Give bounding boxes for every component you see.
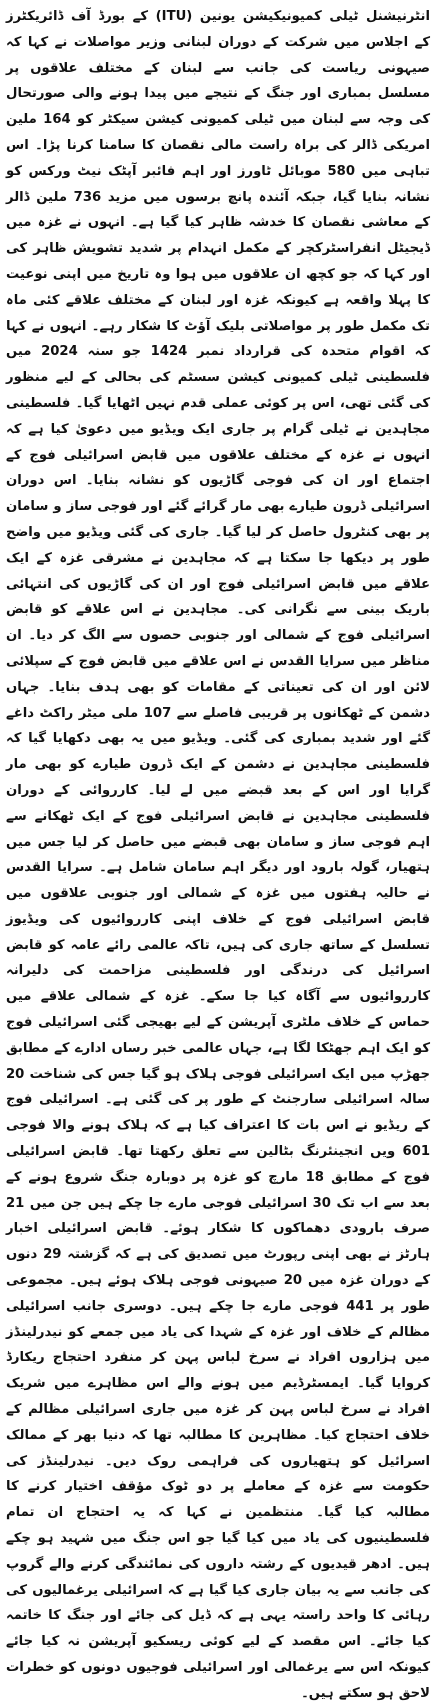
article-paragraph: انٹرنیشنل ٹیلی کمیونیکیشن یونین (ITU) کے بورڈ آف ڈائریکٹرز کے اجلاس میں شرکت کے دوران لبنانی وزیر مواصلات نے کہا کہ صیہونی ریاست کی جانب سے لبنان کے مختلف علاقوں پر مسلسل بمباری اور جنگ کے نتیجے میں پیدا ہونے والی صورتحال کی وجہ سے لبنان میں ٹیلی کمیونی کیشن سیکٹر کو 164 ملین امریکی ڈالر کی براہ راست مالی نقصان کا سامنا کرنا پڑا۔ اس تباہی میں 580 موبائل ٹاورز اور اہم فائبر آپٹک نیٹ ورکس کو نشانہ بنایا گیا، جبکہ آئندہ پانچ برسوں میں مزید 736 ملین ڈالر کے معاشی نقصان کا خدشہ ظاہر کیا گیا ہے۔ انہوں نے غزہ میں ڈیجیٹل انفراسٹرکچر کے مکمل انہدام پر شدید تشویش ظاہر کی اور کہا کہ جو کچھ ان علاقوں میں ہوا وہ تاریخ میں اپنی نوعیت کا پہلا واقعہ ہے کیونکہ غزہ اور لبنان کے مختلف علاقے کئی ماہ تک مکمل طور پر مواصلاتی بلیک آؤٹ کا شکار رہے۔ انہوں نے کہا کہ اقوام متحدہ کی قرارداد نمبر 1424 جو سنہ 2024 میں فلسطینی ٹیلی کمیونی کیشن سسٹم کی بحالی کے لیے منظور کی گئی تھی، اس پر کوئی عملی قدم نہیں اٹھایا گیا۔ فلسطینی مجاہدین نے ٹیلی گرام پر جاری ایک ویڈیو میں دعویٰ کیا ہے کہ انہوں نے غزہ کے مختلف علاقوں میں قابض اسرائیلی فوج کے اجتماع اور ان کی فوجی گاڑیوں کو نشانہ بنایا۔ اس دوران اسرائیلی ڈرون طیارے بھی مار گرائے گئے اور فوجی ساز و سامان پر بھی کنٹرول حاصل کر لیا گیا۔ جاری کی گئی ویڈیو میں واضح طور پر دیکھا جا سکتا ہے کہ مجاہدین نے مشرقی غزہ کے ایک علاقے میں قابض اسرائیلی فوج اور ان کی گاڑیوں کی انتہائی باریک بینی سے نگرانی کی۔ مجاہدین نے اس علاقے کو قابض اسرائیلی فوج کے شمالی اور جنوبی حصوں سے الگ کر دیا۔ ان مناظر میں سرایا القدس نے اس علاقے میں قابض فوج کے سپلائی لائن اور ان کی تعیناتی کے مقامات کو بھی ہدف بنایا۔ جہاں دشمن کے ٹھکانوں پر قریبی فاصلے سے 107 ملی میٹر راکٹ داغے گئے اور شدید بمباری کی گئی۔ ویڈیو میں یہ بھی دکھایا گیا کہ فلسطینی مجاہدین نے دشمن کے ایک ڈرون طیارے کو بھی مار گرایا اور اس کے بعد قبضے میں لے لیا۔ کارروائی کے دوران فلسطینی مجاہدین نے قابض اسرائیلی فوج کے ایک ٹھکانے سے اہم فوجی ساز و سامان بھی قبضے میں حاصل کر لیا جس میں ہتھیار، گولہ بارود اور دیگر اہم سامان شامل ہے۔ سرایا القدس نے حالیہ ہفتوں میں غزہ کے شمالی اور جنوبی علاقوں میں قابض اسرائیلی فوج کے خلاف اپنی کارروائیوں کی ویڈیوز تسلسل کے ساتھ جاری کی ہیں، تاکہ عالمی رائے عامہ کو قابض اسرائیل کی درندگی اور فلسطینی مزاحمت کی دلیرانہ کارروائیوں سے آگاہ کیا جا سکے۔ غزہ کے شمالی علاقے میں حماس کے خلاف ملٹری آپریشن کے لیے بھیجی گئی اسرائیلی فوج کو ایک اہم جھٹکا لگا ہے، جہاں عالمی خبر رساں ادارے کے مطابق جھڑپ میں ایک اسرائیلی فوجی ہلاک ہو گیا جس کی شناخت 20 سالہ اسرائیلی سارجنٹ کے طور پر کی گئی ہے۔ اسرائیلی فوج کے ریڈیو نے اس بات کا اعتراف کیا ہے کہ ہلاک ہونے والا فوجی 601 ویں انجینئرنگ بٹالین سے تعلق رکھتا تھا۔ قابض اسرائیلی فوج کے مطابق 18 مارچ کو غزہ پر دوبارہ جنگ شروع ہونے کے بعد سے اب تک 30 اسرائیلی فوجی مارے جا چکے ہیں جن میں 21 صرف بارودی دھماکوں کا شکار ہوئے۔ قابض اسرائیلی اخبار ہارٹز نے بھی اپنی رپورٹ میں تصدیق کی ہے کہ گزشتہ 29 دنوں کے دوران غزہ میں 20 صیہونی فوجی ہلاک ہوئے ہیں۔ مجموعی طور پر 441 فوجی مارے جا چکے ہیں۔ دوسری جانب اسرائیلی مظالم کے خلاف اور غزہ کے شہدا کی یاد میں جمعے کو نیدرلینڈز میں ہزاروں افراد نے سرخ لباس پہن کر منفرد احتجاج ریکارڈ کروایا گیا۔ ایمسٹرڈیم میں ہونے والے اس مظاہرے میں شریک افراد نے سرخ لباس پہن کر غزہ میں جاری اسرائیلی مظالم کے خلاف احتجاج کیا۔ مظاہرین کا مطالبہ تھا کہ دنیا بھر کے ممالک اسرائیل کو ہتھیاروں کی فراہمی روک دیں۔ نیدرلینڈز کی حکومت سے غزہ کے معاملے پر دو ٹوک مؤقف اختیار کرنے کا مطالبہ کیا گیا۔ منتظمین نے کہا کہ یہ احتجاج ان تمام فلسطینیوں کی یاد میں کیا گیا جو اس جنگ میں شہید ہو چکے ہیں۔ ادھر قیدیوں کے رشتہ داروں کی نمائندگی کرنے والے گروپ کی جانب سے یہ بیان جاری کیا گیا ہے کہ اسرائیلی یرغمالیوں کی رہائی کا واحد راستہ یہی ہے کہ ڈیل کی جائے اور جنگ کا خاتمہ کیا جائے۔ اس مقصد کے لیے کوئی ریسکیو آپریشن نہ کیا جائے کیونکہ اس سے یرغمالی اور اسرائیلی فوجیوں دونوں کو خطرات لاحق ہو سکتے ہیں۔ [6,9,431,1701]
article-body [6,4,430,1707]
